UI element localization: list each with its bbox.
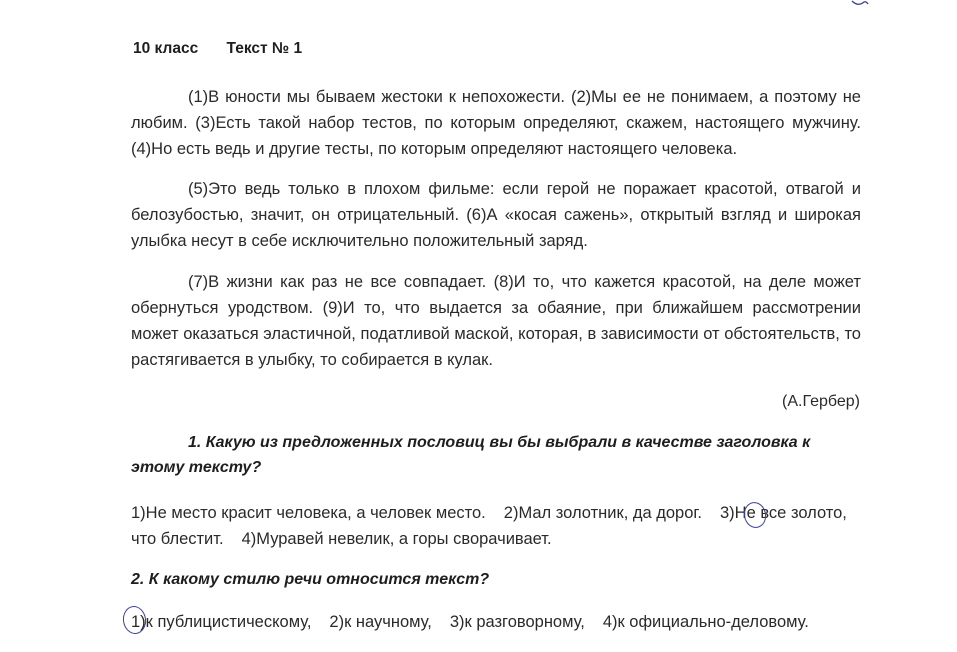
text-paragraph-3: (7)В жизни как раз не все совпадает. (8)И то, что кажется красотой, на деле может обернуться уродством. (9)И то, что выдается за обаяние, при ближайшем рассмотрении может оказаться эластичной, податливой маской, которая, в зависимости от обстоятельств, то растягивается в улыбку, то собирается в кулак. [131,273,861,369]
q2-option-3: 3)к разговорному, [449,613,585,631]
worksheet-heading [133,40,302,58]
author-attribution: (А.Гербер) [782,393,860,410]
q1-option-4: 4)Муравей невелик, а горы сворачивает. [241,530,552,548]
question-2-prompt: 2. К какому стилю речи относится текст? [131,571,490,588]
q1-option-1: 1)Не место красит человека, а человек место. [131,504,486,522]
text-paragraph-2: (5)Это ведь только в плохом фильме: если герой не поражает красотой, отвагой и белозубостью, значит, он отрицательный. (6)А «косая сажень», открытый взгляд и широкая улыбка несут в себе исключительно положительный заряд. [131,180,861,250]
grade-label: 10 класс [133,40,199,57]
question-1-options [131,500,866,552]
q2-option-2: 2)к научному, [329,613,432,631]
question-1-prompt: 1. Какую из предложенных пословиц вы бы выбрали в качестве заголовка к этому тексту? [131,434,811,476]
pen-scribble-mark [850,0,870,8]
text-paragraph-1: (1)В юности мы бываем жестоки к непохожести. (2)Мы ее не понимаем, а поэтому не любим. (3)Есть такой набор тестов, по которым определяют, скажем, настоящего мужчину. (4)Но есть ведь и другие тесты, по которым определяют настоящего человека. [131,88,861,158]
q2-option-1: 1)к публицистическому, [131,613,312,631]
q1-option-2: 2)Мал золотник, да дорог. [503,504,702,522]
q2-option-4: 4)к официально-деловому. [602,613,809,631]
text-number-label: Текст № 1 [226,40,303,57]
q1-option-3: 3)Не все золото, что блестит. [131,504,847,548]
question-2-options [131,609,866,635]
